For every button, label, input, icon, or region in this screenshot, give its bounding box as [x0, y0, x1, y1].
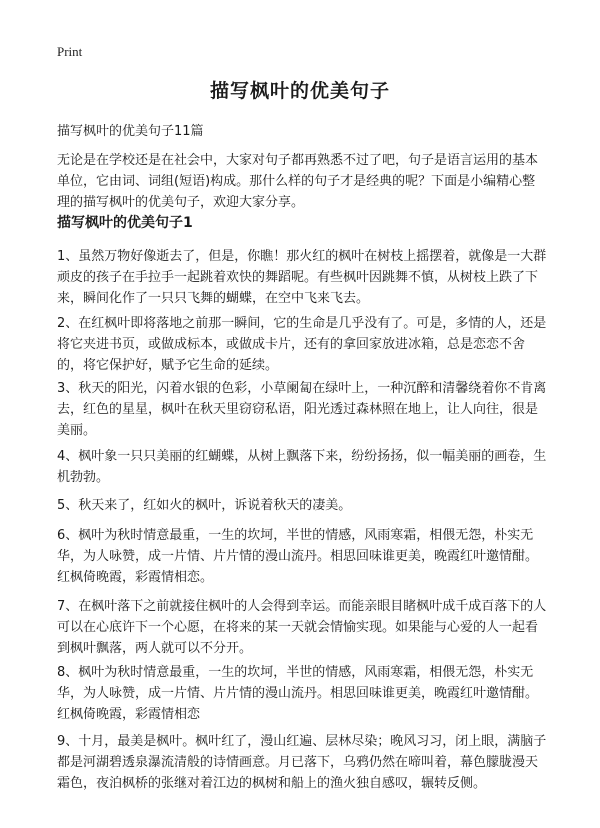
sentence-paragraph-8: 8、枫叶为秋时情意最重，一生的坎坷，半世的情感，风雨寒霜，相偎无怨，朴实无华，为人咏赞，成一片情、片片情的漫山流丹。相思回味谁更美，晚霞红叶邀情酣。红枫倚晚霞，彩霞情相恋: [57, 665, 539, 722]
sentence-paragraph-2: 2、在红枫叶即将落地之前那一瞬间，它的生命是几乎没有了。可是，多情的人，还是将它夹进书页，或做成标本，或做成卡片，还有的拿回家放进冰箱，总是恋恋不舍的，将它保护好，赋予它生命的延续。: [57, 316, 547, 373]
sentence-paragraph-4: 4、枫叶象一只只美丽的红蝴蝶，从树上飘落下来，纷纷扬扬，似一幅美丽的画卷，生机勃勃。: [57, 449, 547, 485]
sentence-paragraph-1: 1、虽然万物好像逝去了，但是，你瞧！那火红的枫叶在树枝上摇摆着，就像是一大群顽皮的孩子在手拉手一起跳着欢快的舞蹈呢。有些枫叶因跳舞不慎，从树枝上跌了下来，瞬间化作了一只只飞舞的蝴蝶，在空中飞来飞去。: [57, 249, 547, 306]
print-link[interactable]: Print: [57, 44, 83, 59]
page-title: 描写枫叶的优美句子: [209, 80, 390, 102]
sentence-paragraph-5: 5、秋天来了，红如火的枫叶，诉说着秋天的凄美。: [57, 498, 352, 513]
sentence-paragraph-6: 6、枫叶为秋时情意最重，一生的坎坷，半世的情感，风雨寒霜，相偎无怨，朴实无华，为人咏赞，成一片情、片片情的漫山流丹。相思回味谁更美，晚霞红叶邀情酣。红枫倚晚霞，彩霞情相恋。: [57, 528, 539, 585]
subtitle: 描写枫叶的优美句子11篇: [57, 124, 204, 139]
sentence-paragraph-9: 9、十月，最美是枫叶。枫叶红了，漫山红遍、层林尽染；晚风习习，闭上眼，满脑子都是河湖碧透泉瀑流清般的诗情画意。月已落下，乌鸦仍然在啼叫着，幕色朦胧漫天霜色，夜泊枫桥的张继对着江边的枫树和船上的渔火独自感叹，辗转反侧。: [57, 734, 547, 791]
sentence-paragraph-3: 3、秋天的阳光，闪着水银的色彩，小草阑匐在绿叶上，一种沉醉和清馨绕着你不肯离去，红色的星星，枫叶在秋天里窃窃私语，阳光透过森林照在地上，让人向往，很是美丽。: [57, 381, 547, 438]
section-heading: 描写枫叶的优美句子1: [57, 215, 193, 231]
intro-paragraph: 无论是在学校还是在社会中，大家对句子都再熟悉不过了吧，句子是语言运用的基本单位，它由词、词组(短语)构成。那什么样的句子才是经典的呢？下面是小编精心整理的描写枫叶的优美句子，欢迎大家分享。: [57, 153, 539, 210]
sentence-paragraph-7: 7、在枫叶落下之前就接住枫叶的人会得到幸运。而能亲眼目睹枫叶成千成百落下的人可以在心底许下一个心愿，在将来的某一天就会情愉实现。如果能与心爱的人一起看到枫叶飘落，两人就可以不分开。: [57, 599, 547, 656]
